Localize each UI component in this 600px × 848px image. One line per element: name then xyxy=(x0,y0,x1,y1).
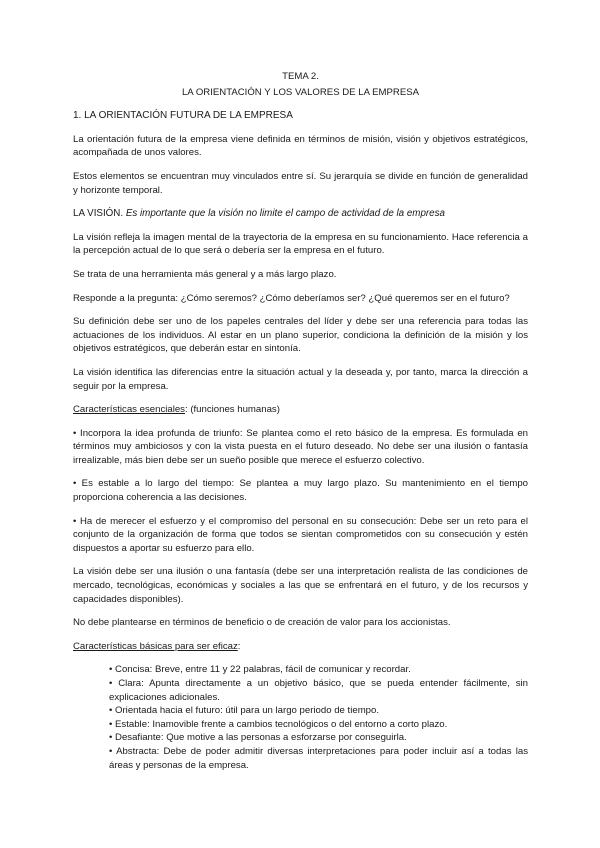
list-item: • Clara: Apunta directamente a un objetivo básico, que se pueda entender fácilmente, sin explicaciones adicionales. xyxy=(109,678,528,703)
paragraph-7: La visión identifica las diferencias entre la situación actual y la deseada y, por tanto, marca la dirección a seguir por la empresa. xyxy=(73,366,528,392)
vision-heading xyxy=(73,207,528,221)
document-page xyxy=(73,70,528,772)
vision-note: Es importante que la visión no limite el campo de actividad de la empresa xyxy=(125,208,445,220)
paragraph-8: La visión debe ser una ilusión o una fantasía (debe ser una interpretación realista de las condiciones de mercado, tecnológicas, económicas y sociales a las que se enfrentará en el futuro, y de los recursos y capacidades disponibles). xyxy=(73,566,528,605)
paragraph-9: No debe plantearse en términos de beneficio o de creación de valor para los accionistas. xyxy=(73,617,451,629)
document-title: LA ORIENTACIÓN Y LOS VALORES DE LA EMPRESA xyxy=(181,86,420,98)
bullet-1: • Incorpora la idea profunda de triunfo: Se plantea como el reto básico de la empresa. Es formulada en términos muy ambiciosos y con la vista puesta en el futuro deseado. No debe ser una ilusión o fantasía irrealizable, más bien debe ser un sueño posible que merece el esfuerzo colectivo. xyxy=(73,427,528,466)
paragraph-3: La visión refleja la imagen mental de la trayectoria de la empresa en su funcionamiento. Hace referencia a la percepción actual de lo que será o debería ser la empresa en el futuro. xyxy=(73,231,528,257)
vision-label: LA VISIÓN. xyxy=(73,208,124,220)
topic-number: TEMA 2. xyxy=(282,71,319,82)
bullet-2: • Es estable a lo largo del tiempo: Se plantea a muy largo plazo. Su mantenimiento en el tiempo proporciona coherencia a las decisiones. xyxy=(73,478,528,504)
essential-heading-tail: : (funciones humanas) xyxy=(184,404,280,416)
basic-heading-tail: : xyxy=(237,640,241,652)
section-heading: 1. LA ORIENTACIÓN FUTURA DE LA EMPRESA xyxy=(73,110,293,122)
list-item: • Concisa: Breve, entre 11 y 22 palabras, fácil de comunicar y recordar. xyxy=(109,664,411,676)
basic-characteristics-heading xyxy=(73,640,528,654)
paragraph-2: Estos elementos se encuentran muy vinculados entre sí. Su jerarquía se divide en función de generalidad y horizonte temporal. xyxy=(73,170,528,196)
paragraph-1: La orientación futura de la empresa viene definida en términos de misión, visión y objetivos estratégicos, acompañada de unos valores. xyxy=(73,133,528,159)
essential-heading-underlined: Características esenciales xyxy=(73,404,185,416)
basic-characteristics-list xyxy=(73,663,528,772)
basic-heading-underlined: Características básicas para ser eficaz xyxy=(73,640,238,652)
bullet-3: • Ha de merecer el esfuerzo y el compromiso del personal en su consecución: Debe ser un reto para el conjunto de la organización de forma que todos se sientan comprometidos con su consecución y estén dispuestos a aportar su esfuerzo para ello. xyxy=(73,515,528,554)
list-item: • Estable: Inamovible frente a cambios tecnológicos o del entorno a corto plazo. xyxy=(109,718,448,730)
paragraph-4: Se trata de una herramienta más general y a más largo plazo. xyxy=(73,268,337,280)
list-item: • Abstracta: Debe de poder admitir diversas interpretaciones para poder incluir así a todas las áreas y personas de la empresa. xyxy=(109,745,528,771)
list-item: • Desafiante: Que motive a las personas a esforzarse por conseguirla. xyxy=(109,732,407,744)
paragraph-6: Su definición debe ser uno de los papeles centrales del líder y debe ser una referencia para todas las actuaciones de los individuos. Al estar en un plano superior, condiciona la definición de la misión y los objetivos estratégicos, que deberán estar en sintonía. xyxy=(73,316,528,355)
list-item: • Orientada hacia el futuro: útil para un largo periodo de tiempo. xyxy=(109,705,380,717)
paragraph-5: Responde a la pregunta: ¿Cómo seremos? ¿Cómo deberíamos ser? ¿Qué queremos ser en el futuro? xyxy=(73,292,510,304)
essential-characteristics-heading xyxy=(73,403,528,417)
